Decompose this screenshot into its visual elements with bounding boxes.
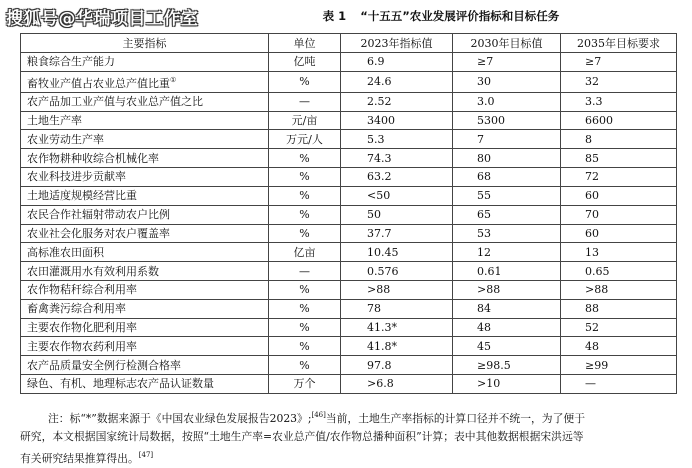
target-2035-cell — [561, 280, 677, 299]
unit-cell-text: — — [299, 95, 310, 109]
value-2023-cell-text: 37.7 — [367, 226, 392, 240]
table-row — [21, 53, 677, 72]
target-2035-cell — [561, 53, 677, 72]
unit-cell-text: 元/亩 — [291, 114, 318, 128]
unit-cell — [269, 92, 341, 111]
indicator-name-cell-text: 农田灌溉用水有效利用系数 — [27, 264, 159, 278]
value-2023-cell — [341, 111, 453, 130]
target-2035-cell — [561, 92, 677, 111]
table-row — [21, 205, 677, 224]
indicator-name-cell-text: 绿色、有机、地理标志农产品认证数量 — [27, 377, 214, 391]
target-2035-cell — [561, 337, 677, 356]
indicator-name-cell-text: 畜禽粪污综合利用率 — [27, 302, 126, 316]
value-2023-cell — [341, 92, 453, 111]
unit-cell-text: 亿亩 — [293, 245, 316, 259]
value-2023-cell — [341, 205, 453, 224]
target-2035-cell-text: 85 — [585, 151, 599, 165]
table-row — [21, 149, 677, 168]
target-2035-cell-text: — — [585, 377, 596, 391]
target-2030-cell-text: 55 — [477, 189, 491, 203]
indicator-name-cell — [21, 299, 269, 318]
unit-cell-text: % — [299, 320, 310, 334]
target-2030-cell-text: 84 — [477, 302, 491, 316]
target-2030-cell — [453, 71, 561, 92]
indicator-name-cell-text: 农业劳动生产率 — [27, 132, 104, 146]
target-2035-cell-text: ≥99 — [585, 358, 609, 372]
target-2035-cell-text: 52 — [585, 320, 599, 334]
unit-cell-text: — — [299, 264, 310, 278]
value-2023-cell-text: 0.576 — [367, 264, 399, 278]
value-2023-cell — [341, 168, 453, 187]
value-2023-cell — [341, 299, 453, 318]
value-2023-cell-text: 3400 — [367, 114, 395, 128]
unit-cell — [269, 111, 341, 130]
target-2035-cell — [561, 318, 677, 337]
target-2030-cell-text: 0.61 — [477, 264, 502, 278]
indicator-name-cell-text: 农业科技进步贡献率 — [27, 170, 126, 184]
indicator-name-cell-text: 粮食综合生产能力 — [27, 55, 115, 69]
value-2023-cell-text: 41.8* — [367, 339, 397, 353]
indicator-name-cell-text: 主要农作物化肥利用率 — [27, 320, 137, 334]
watermark-logo: 搜狐号@华瑞项目工作室 — [6, 9, 199, 29]
target-2030-cell-text: 5300 — [477, 114, 505, 128]
table-row — [21, 337, 677, 356]
target-2035-cell — [561, 356, 677, 375]
table-row — [21, 318, 677, 337]
table-note — [20, 406, 676, 468]
target-2035-cell-text: 70 — [585, 208, 599, 222]
header-2023-value: 2023年指标值 — [341, 34, 453, 53]
table-row — [21, 299, 677, 318]
value-2023-cell-text: <50 — [367, 189, 391, 203]
table-row — [21, 186, 677, 205]
unit-cell — [269, 130, 341, 149]
indicator-name-cell-text: 农产品加工业产值与农业总产值之比 — [27, 95, 203, 109]
target-2035-cell — [561, 224, 677, 243]
value-2023-cell — [341, 130, 453, 149]
table-row — [21, 280, 677, 299]
target-2030-cell — [453, 318, 561, 337]
unit-cell — [269, 243, 341, 262]
table-row — [21, 168, 677, 187]
target-2030-cell-text: 48 — [477, 320, 491, 334]
indicator-name-cell — [21, 111, 269, 130]
indicator-name-cell — [21, 224, 269, 243]
unit-cell-text: % — [299, 302, 310, 316]
unit-cell — [269, 205, 341, 224]
table-row — [21, 243, 677, 262]
target-2030-cell-text: 68 — [477, 170, 491, 184]
value-2023-cell-text: >6.8 — [367, 377, 394, 391]
target-2030-cell-text: 45 — [477, 339, 491, 353]
value-2023-cell — [341, 318, 453, 337]
note-text-1b: 当前，土地生产率指标的计算口径并不统一，为了便于 — [325, 412, 585, 425]
target-2035-cell — [561, 130, 677, 149]
value-2023-cell-text: 78 — [367, 302, 381, 316]
target-2030-cell — [453, 262, 561, 281]
note-line-1 — [20, 406, 676, 428]
target-2030-cell-text: 30 — [477, 75, 491, 89]
target-2035-cell — [561, 168, 677, 187]
target-2035-cell-text: 32 — [585, 75, 599, 89]
table-header-row — [21, 34, 677, 53]
target-2035-cell-text: 6600 — [585, 114, 613, 128]
table-row — [21, 356, 677, 375]
unit-cell-text: % — [299, 208, 310, 222]
value-2023-cell-text: 74.3 — [367, 151, 392, 165]
unit-cell-text: 万元/人 — [286, 132, 323, 146]
value-2023-cell-text: >88 — [367, 283, 391, 297]
target-2035-cell-text: ≥7 — [585, 55, 602, 69]
unit-cell — [269, 224, 341, 243]
target-2035-cell — [561, 243, 677, 262]
target-2030-cell — [453, 168, 561, 187]
target-2030-cell-text: >10 — [477, 377, 501, 391]
unit-cell — [269, 356, 341, 375]
value-2023-cell — [341, 53, 453, 72]
note-text-3: 有关研究结果推算得出。 — [20, 452, 139, 465]
target-2030-cell-text: >88 — [477, 283, 501, 297]
unit-cell — [269, 375, 341, 394]
value-2023-cell — [341, 149, 453, 168]
indicator-name-cell — [21, 318, 269, 337]
target-2035-cell-text: >88 — [585, 283, 609, 297]
target-2035-cell-text: 88 — [585, 302, 599, 316]
indicator-name-cell — [21, 356, 269, 375]
target-2030-cell — [453, 280, 561, 299]
table-row — [21, 130, 677, 149]
target-2030-cell-text: ≥98.5 — [477, 358, 511, 372]
target-2035-cell — [561, 205, 677, 224]
target-2035-cell-text: 60 — [585, 189, 599, 203]
table-row — [21, 92, 677, 111]
unit-cell-text: 万个 — [293, 377, 316, 391]
indicator-name-cell — [21, 186, 269, 205]
unit-cell-text: % — [299, 170, 310, 184]
target-2030-cell-text: 80 — [477, 151, 491, 165]
unit-cell — [269, 71, 341, 92]
unit-cell-text: % — [299, 151, 310, 165]
target-2035-cell — [561, 149, 677, 168]
indicator-name-cell-text: 农业社会化服务对农户覆盖率 — [27, 226, 170, 240]
target-2030-cell — [453, 53, 561, 72]
value-2023-cell-text: 63.2 — [367, 170, 392, 184]
unit-cell-text: 亿吨 — [293, 55, 316, 69]
target-2030-cell-text: 65 — [477, 208, 491, 222]
target-2035-cell — [561, 299, 677, 318]
target-2035-cell-text: 0.65 — [585, 264, 610, 278]
header-indicator: 主要指标 — [21, 34, 269, 53]
unit-cell-text: % — [299, 226, 310, 240]
indicator-name-cell — [21, 337, 269, 356]
indicator-name-cell-text: 农产品质量安全例行检测合格率 — [27, 358, 181, 372]
unit-cell — [269, 168, 341, 187]
indicator-name-cell-text: 土地生产率 — [27, 114, 82, 128]
table-row — [21, 375, 677, 394]
value-2023-cell — [341, 71, 453, 92]
indicator-name-cell — [21, 243, 269, 262]
header-unit: 单位 — [269, 34, 341, 53]
value-2023-cell-text: 2.52 — [367, 95, 392, 109]
indicator-name-cell — [21, 53, 269, 72]
target-2035-cell-text: 60 — [585, 226, 599, 240]
value-2023-cell-text: 50 — [367, 208, 381, 222]
unit-cell — [269, 149, 341, 168]
value-2023-cell — [341, 243, 453, 262]
target-2035-cell-text: 72 — [585, 170, 599, 184]
indicator-name-cell — [21, 71, 269, 92]
indicator-name-cell — [21, 168, 269, 187]
unit-cell-text: % — [299, 75, 310, 89]
note-line-3 — [20, 446, 676, 468]
unit-cell — [269, 262, 341, 281]
value-2023-cell-text: 5.3 — [367, 132, 385, 146]
table-row — [21, 224, 677, 243]
value-2023-cell-text: 41.3* — [367, 320, 397, 334]
indicator-name-cell — [21, 130, 269, 149]
note-ref-47: [47] — [138, 451, 154, 459]
indicator-name-cell-text: 土地适度规模经营比重 — [27, 189, 137, 203]
target-2030-cell — [453, 149, 561, 168]
value-2023-cell-text: 24.6 — [367, 75, 392, 89]
target-2035-cell — [561, 375, 677, 394]
target-2035-cell-text: 48 — [585, 339, 599, 353]
target-2035-cell — [561, 186, 677, 205]
indicator-table — [20, 33, 677, 394]
target-2030-cell — [453, 224, 561, 243]
target-2035-cell-text: 13 — [585, 245, 599, 259]
target-2030-cell — [453, 205, 561, 224]
target-2030-cell — [453, 243, 561, 262]
target-2030-cell — [453, 130, 561, 149]
value-2023-cell — [341, 262, 453, 281]
unit-cell-text: % — [299, 358, 310, 372]
indicator-name-cell — [21, 205, 269, 224]
value-2023-cell — [341, 356, 453, 375]
value-2023-cell — [341, 280, 453, 299]
unit-cell — [269, 337, 341, 356]
indicator-name-cell-text: 农作物秸秆综合利用率 — [27, 283, 137, 297]
indicator-name-cell-text: 畜牧业产值占农业总产值比重 — [27, 76, 170, 90]
table-row — [21, 71, 677, 92]
value-2023-cell — [341, 186, 453, 205]
target-2035-cell — [561, 71, 677, 92]
value-2023-cell — [341, 224, 453, 243]
target-2030-cell-text: 12 — [477, 245, 491, 259]
target-2035-cell — [561, 111, 677, 130]
target-2030-cell — [453, 111, 561, 130]
value-2023-cell-text: 6.9 — [367, 55, 385, 69]
indicator-name-cell-text: 主要农作物农药利用率 — [27, 339, 137, 353]
target-2035-cell-text: 8 — [585, 132, 592, 146]
table-number: 表 1 — [322, 9, 347, 23]
footnote-marker: ① — [170, 75, 177, 84]
unit-cell-text: % — [299, 189, 310, 203]
target-2030-cell — [453, 375, 561, 394]
target-2035-cell — [561, 262, 677, 281]
table-title: “十五五”农业发展评价指标和目标任务 — [360, 9, 560, 23]
target-2030-cell-text: 7 — [477, 132, 484, 146]
note-text-1a: 注：标“*”数据来源于《中国农业绿色发展报告2023》; — [48, 412, 312, 425]
target-2030-cell — [453, 299, 561, 318]
unit-cell-text: % — [299, 283, 310, 297]
table-row — [21, 262, 677, 281]
indicator-name-cell — [21, 149, 269, 168]
target-2030-cell-text: ≥7 — [477, 55, 494, 69]
table-row — [21, 111, 677, 130]
note-line-2: 研究，本文根据国家统计局数据，按照“土地生产率=农业总产值/农作物总播种面积”计算；表中其他数据根据宋洪远等 — [20, 430, 584, 443]
target-2035-cell-text: 3.3 — [585, 95, 603, 109]
indicator-name-cell — [21, 262, 269, 281]
value-2023-cell-text: 97.8 — [367, 358, 392, 372]
value-2023-cell — [341, 375, 453, 394]
unit-cell — [269, 186, 341, 205]
target-2030-cell-text: 53 — [477, 226, 491, 240]
target-2030-cell — [453, 92, 561, 111]
target-2030-cell — [453, 337, 561, 356]
target-2030-cell — [453, 186, 561, 205]
indicator-name-cell — [21, 280, 269, 299]
table-body — [21, 53, 677, 394]
unit-cell-text: % — [299, 339, 310, 353]
header-2035-target: 2035年目标要求 — [561, 34, 677, 53]
unit-cell — [269, 280, 341, 299]
target-2030-cell-text: 3.0 — [477, 95, 495, 109]
value-2023-cell-text: 10.45 — [367, 245, 399, 259]
indicator-name-cell — [21, 375, 269, 394]
indicator-name-cell-text: 农民合作社辐射带动农户比例 — [27, 208, 170, 222]
value-2023-cell — [341, 337, 453, 356]
header-2030-target: 2030年目标值 — [453, 34, 561, 53]
unit-cell — [269, 299, 341, 318]
note-ref-46: [46] — [311, 411, 326, 419]
indicator-name-cell-text: 农作物耕种收综合机械化率 — [27, 151, 159, 165]
target-2030-cell — [453, 356, 561, 375]
indicator-name-cell — [21, 92, 269, 111]
unit-cell — [269, 53, 341, 72]
unit-cell — [269, 318, 341, 337]
indicator-name-cell-text: 高标准农田面积 — [27, 245, 104, 259]
